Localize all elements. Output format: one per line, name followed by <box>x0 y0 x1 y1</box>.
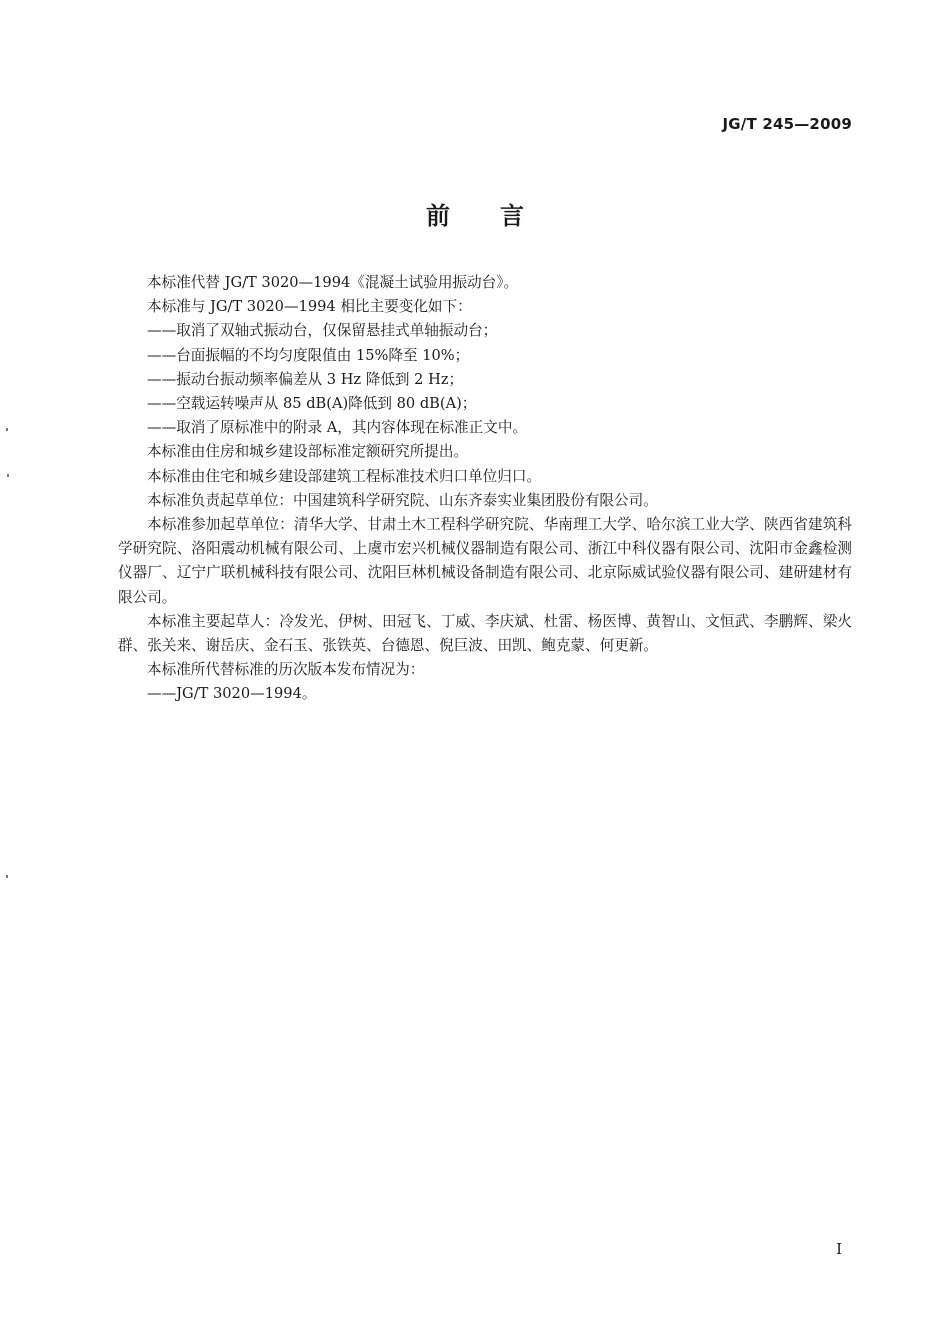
preface-body <box>118 271 852 707</box>
paragraph-lead-drafter: 本标准负责起草单位：中国建筑科学研究院、山东齐泰实业集团股份有限公司。 <box>147 491 658 509</box>
history-item: ——JG/T 3020—1994。 <box>147 685 317 703</box>
scan-speck <box>7 474 9 477</box>
page-title: 前言 <box>426 202 574 230</box>
paragraph-participating-drafters: 本标准参加起草单位：清华大学、甘肃土木工程科学研究院、华南理工大学、哈尔滨工业大学、陕西省建筑科学研究院、洛阳震动机械有限公司、上虞市宏兴机械仪器制造有限公司、浙江中科仪器有限公司、沈阳市金鑫检测仪器厂、辽宁广联机械科技有限公司、沈阳巨林机械设备制造有限公司、北京际威试验仪器有限公司、建研建材有限公司。 <box>118 516 852 606</box>
paragraph-managed-by: 本标准由住宅和城乡建设部建筑工程标准技术归口单位归口。 <box>147 467 542 485</box>
paragraph-replaces: 本标准代替 JG/T 3020—1994《混凝土试验用振动台》。 <box>147 274 519 291</box>
change-item: ——空载运转噪声从 85 dB(A)降低到 80 dB(A)； <box>147 395 477 413</box>
standard-code: JG/T 245—2009 <box>722 115 852 133</box>
change-item: ——取消了原标准中的附录 A，其内容体现在标准正文中。 <box>147 419 528 437</box>
change-item: ——振动台振动频率偏差从 3 Hz 降低到 2 Hz； <box>147 370 464 388</box>
scan-speck <box>6 875 8 878</box>
change-item: ——取消了双轴式振动台，仅保留悬挂式单轴振动台； <box>147 322 498 340</box>
paragraph-proposed-by: 本标准由住房和城乡建设部标准定额研究所提出。 <box>147 443 469 461</box>
paragraph-history-intro: 本标准所代替标准的历次版本发布情况为： <box>147 661 425 679</box>
paragraph-changes-intro: 本标准与 JG/T 3020—1994 相比主要变化如下： <box>147 298 472 316</box>
change-item: ——台面振幅的不均匀度限值由 15%降至 10%； <box>147 346 470 364</box>
scan-speck <box>6 428 8 431</box>
paragraph-main-drafters: 本标准主要起草人：冷发光、伊树、田冠飞、丁威、李庆斌、杜雷、杨医博、黄智山、文恒武、李鹏辉、梁火群、张关来、谢岳庆、金石玉、张铁英、台德恩、倪巨波、田凯、鲍克蒙、何更新。 <box>118 612 852 655</box>
page-number: I <box>836 1240 842 1258</box>
